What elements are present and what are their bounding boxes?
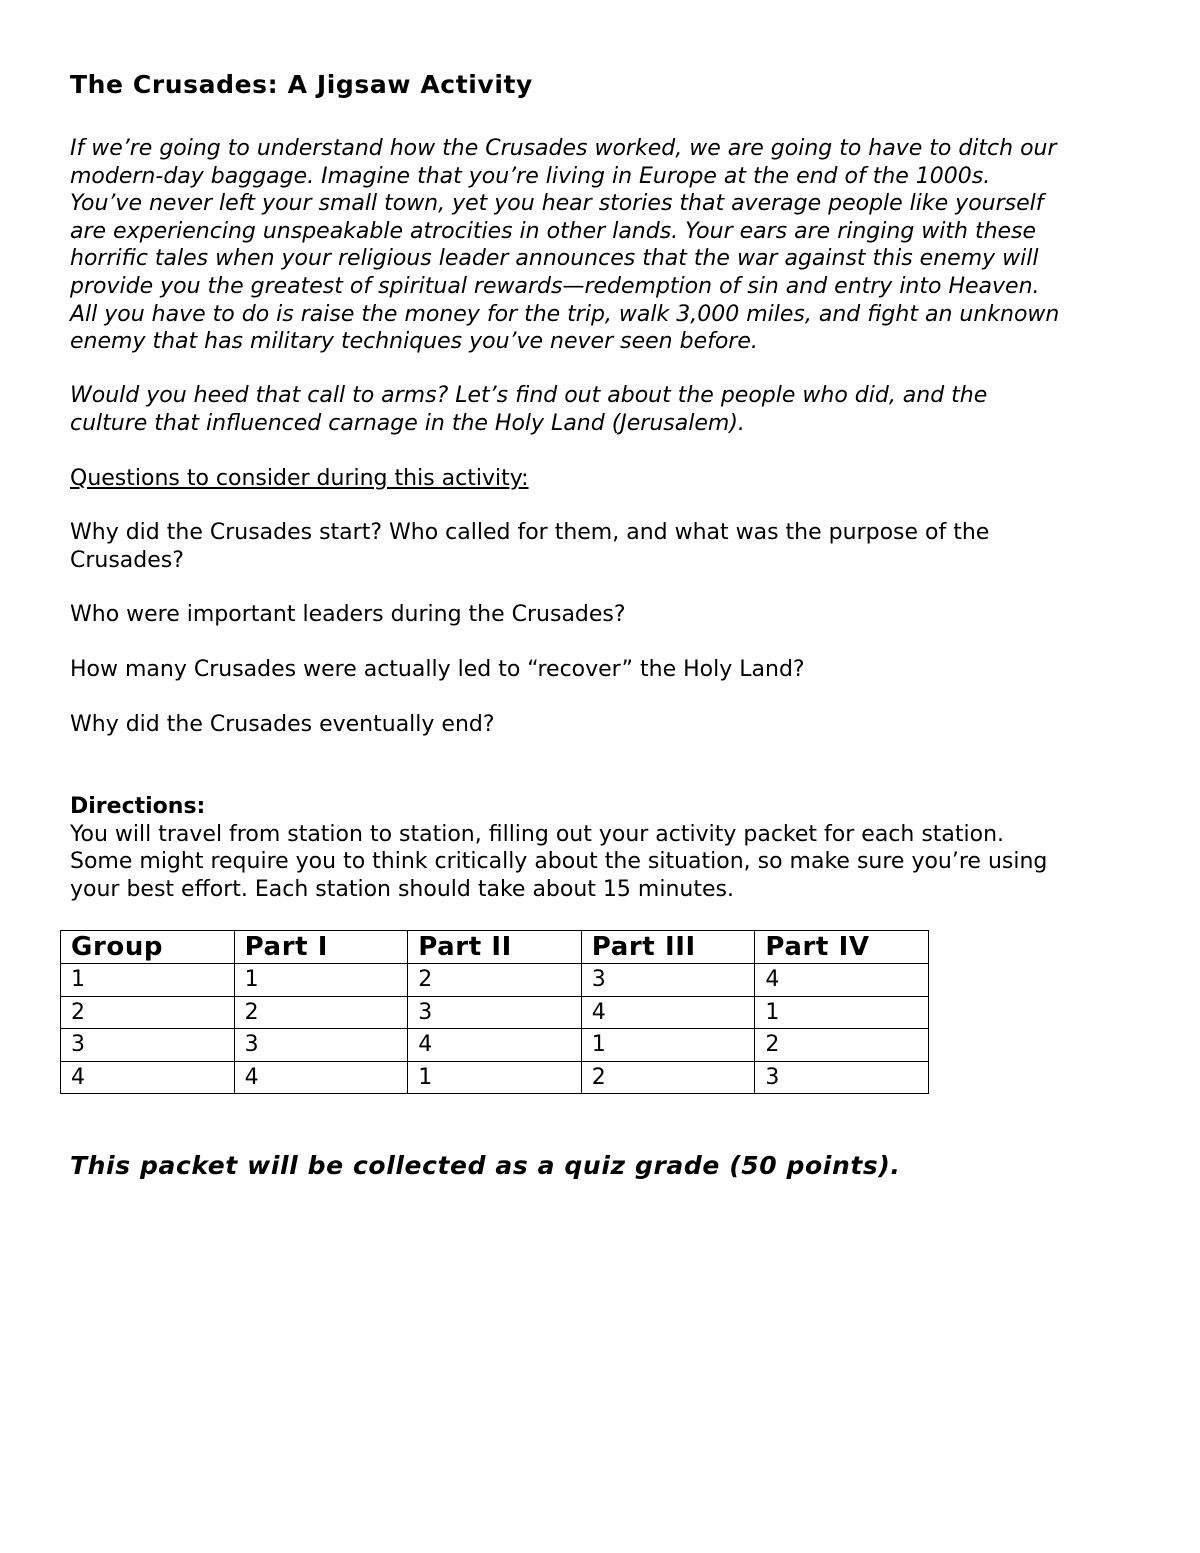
question-line: Why did the Crusades start? Who called for them, and what was the purpose of the <box>70 520 990 545</box>
directions-line: Some might require you to think critically about the situation, so make sure you’re using <box>70 849 1048 875</box>
intro-line: If we’re going to understand how the Crusades worked, we are going to have to ditch our <box>70 136 1057 161</box>
directions-line: You will travel from station to station, filling out your activity packet for each station. <box>70 821 1005 847</box>
question-item <box>70 711 1150 739</box>
rotation-table <box>60 930 929 1094</box>
table-cell: 1 <box>234 964 408 997</box>
table-cell: 2 <box>408 964 582 997</box>
table-cell: 1 <box>755 996 929 1029</box>
questions-heading: Questions to consider during this activity: <box>70 466 529 491</box>
table-cell: 4 <box>755 964 929 997</box>
question-line: Who were important leaders during the Crusades? <box>70 602 626 627</box>
intro-line: modern-day baggage. Imagine that you’re living in Europe at the end of the 1000s. <box>70 163 991 189</box>
table-header-cell: Group <box>61 931 235 964</box>
question-line: How many Crusades were actually led to “recover” the Holy Land? <box>70 657 805 682</box>
question-line: Why did the Crusades eventually end? <box>70 712 495 737</box>
document-title: The Crusades: A Jigsaw Activity <box>70 70 533 99</box>
intro-line: You’ve never left your small town, yet you hear stories that average people like yourself <box>70 191 1044 217</box>
intro-line: enemy that has military techniques you’ve never seen before. <box>70 329 758 355</box>
table-header-cell: Part II <box>408 931 582 964</box>
directions-line: your best effort. Each station should take about 15 minutes. <box>70 876 734 902</box>
call-line: Would you heed that call to arms? Let’s find out about the people who did, and the <box>70 383 988 408</box>
table-cell: 4 <box>61 1061 235 1094</box>
intro-line: horrific tales when your religious leader announces that the war against this enemy will <box>70 246 1039 272</box>
table-cell: 3 <box>234 1029 408 1062</box>
table-cell: 3 <box>61 1029 235 1062</box>
table-cell: 4 <box>581 996 755 1029</box>
table-cell: 2 <box>755 1029 929 1062</box>
call-line: culture that influenced carnage in the Holy Land (Jerusalem). <box>70 410 745 436</box>
question-item <box>70 656 1150 684</box>
table-cell: 2 <box>581 1061 755 1094</box>
table-cell: 4 <box>408 1029 582 1062</box>
table-cell: 2 <box>61 996 235 1029</box>
question-item <box>70 519 1150 574</box>
call-to-arms-paragraph <box>70 382 1150 437</box>
table-cell: 3 <box>408 996 582 1029</box>
table-row <box>61 1061 929 1094</box>
grading-note: This packet will be collected as a quiz grade (50 points). <box>70 1151 901 1180</box>
table-header-cell: Part I <box>234 931 408 964</box>
table-header-cell: Part III <box>581 931 755 964</box>
table-row <box>61 964 929 997</box>
intro-line: provide you the greatest of spiritual rewards—redemption of sin and entry into Heaven. <box>70 273 1040 299</box>
table-cell: 1 <box>408 1061 582 1094</box>
table-cell: 1 <box>581 1029 755 1062</box>
table-cell: 4 <box>234 1061 408 1094</box>
intro-line: All you have to do is raise the money for the trip, walk 3,000 miles, and fight an unknown <box>70 301 1060 327</box>
table-header-cell: Part IV <box>755 931 929 964</box>
table-cell: 1 <box>61 964 235 997</box>
table-cell: 3 <box>755 1061 929 1094</box>
table-cell: 2 <box>234 996 408 1029</box>
directions-section <box>70 793 1150 903</box>
table-row <box>61 1029 929 1062</box>
table-cell: 3 <box>581 964 755 997</box>
directions-heading: Directions: <box>70 794 206 819</box>
question-line: Crusades? <box>70 547 184 573</box>
table-row <box>61 996 929 1029</box>
table-header-row <box>61 931 929 964</box>
intro-paragraph <box>70 135 1150 356</box>
intro-line: are experiencing unspeakable atrocities in other lands. Your ears are ringing with these <box>70 218 1037 244</box>
question-item <box>70 601 1150 629</box>
